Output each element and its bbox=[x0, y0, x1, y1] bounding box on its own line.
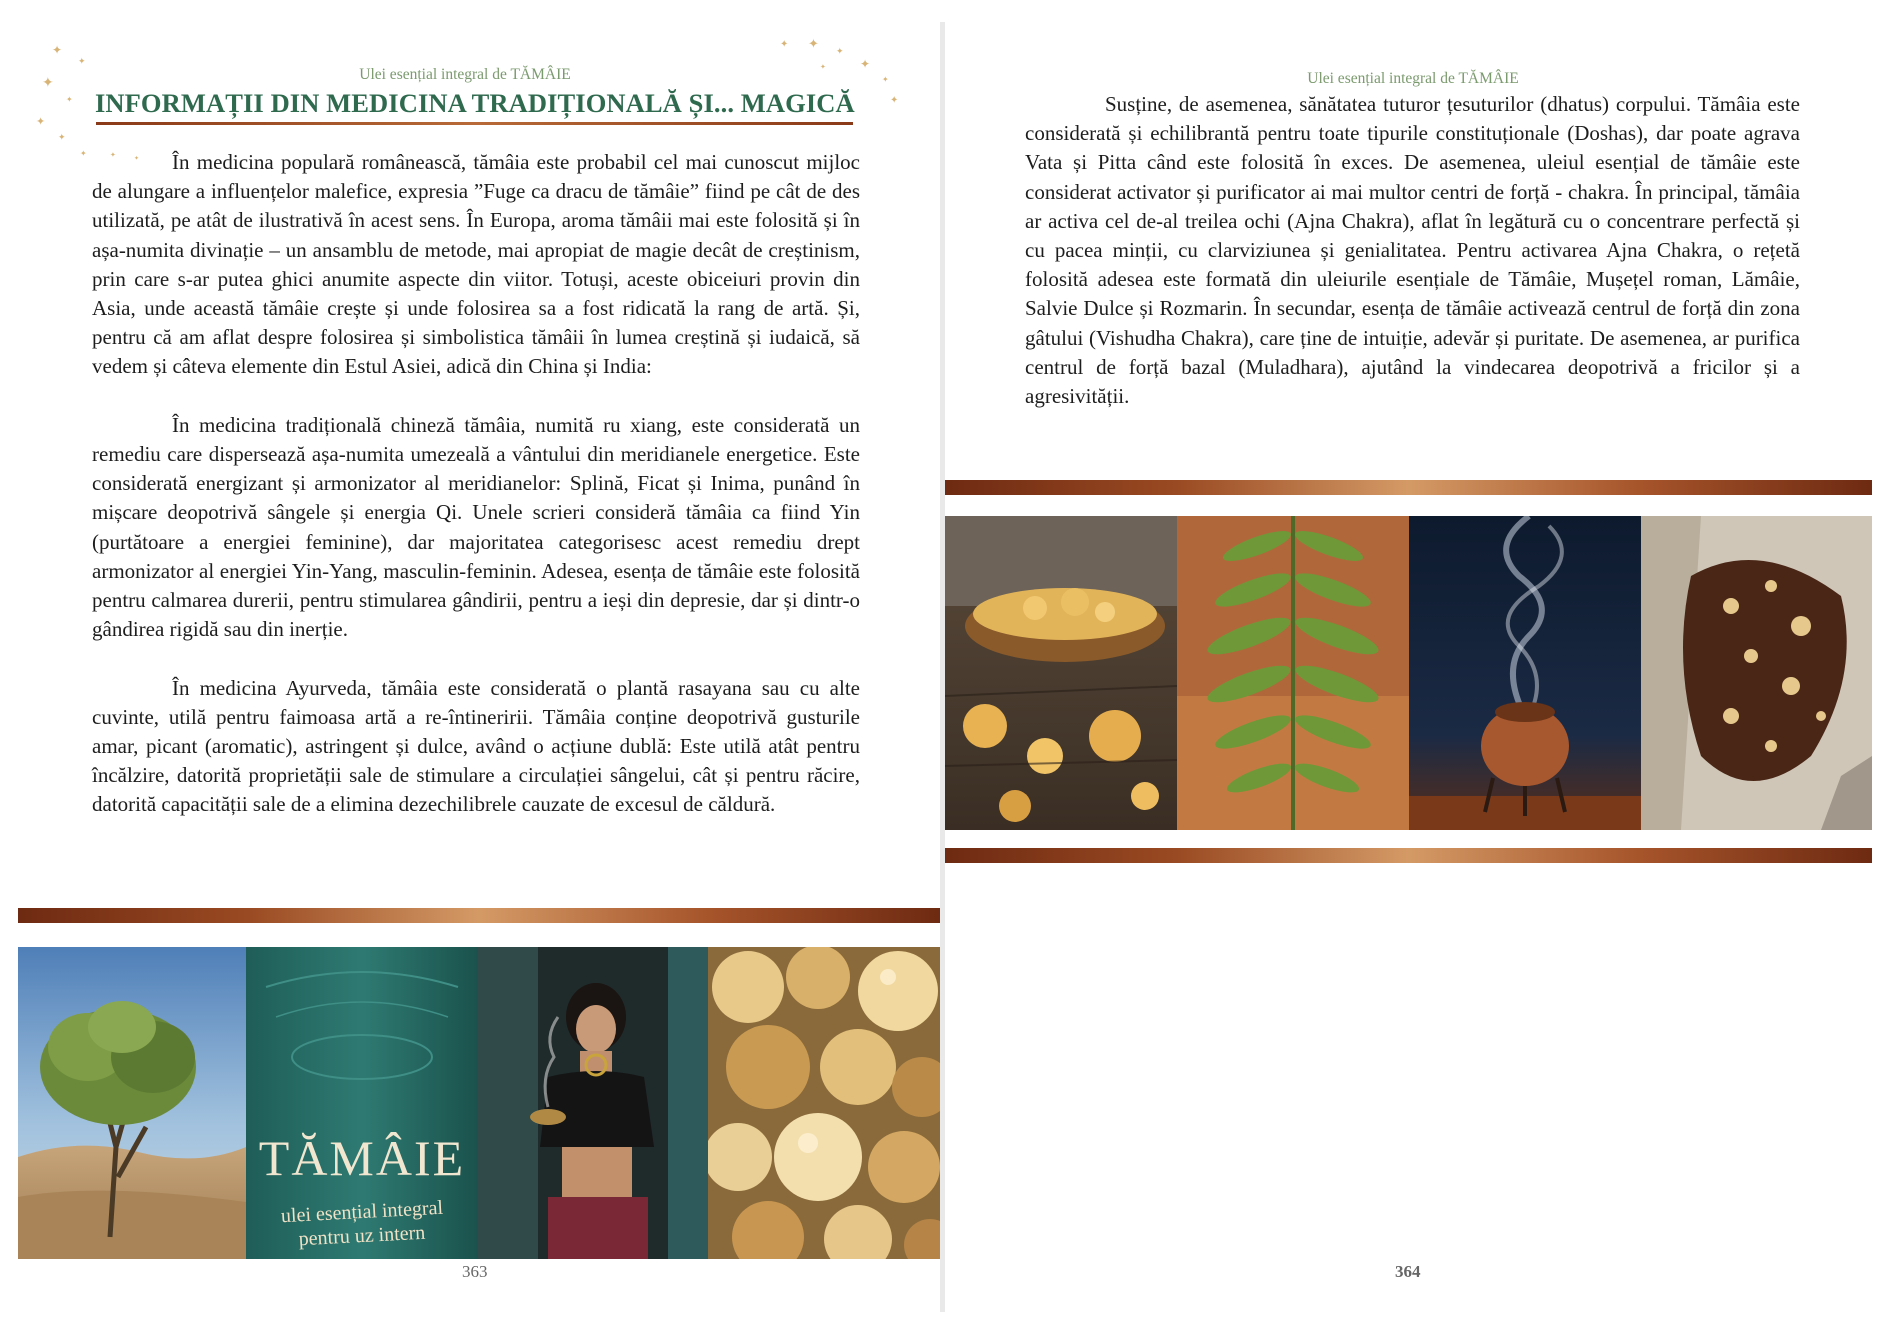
title-underline bbox=[96, 122, 853, 125]
copper-divider bbox=[18, 908, 940, 923]
paragraph: În medicina tradițională chineză tămâia, numită ru xiang, este considerată un remediu care dispersează așa-numita umezeală a vântului din meridianele energetice. Este considerată energizant și armonizator al meridianelor: Splină, Ficat și Inima, punând în mișcare deopotrivă sângele și energia Qi. Unele scrieri consideră tămâia ca fiind Yin (purtătoare a energiei feminine), dar majoritatea categorisesc acest remediu drept armonizator al energiei Yin-Yang, masculin-feminin. Adesea, esența de tămâie este folosită pentru calmarea durerii, pentru stimularea gândirii, pentru a ieși din depresie, dar și dintr-o gândirea rigidă sau din inerție. bbox=[92, 412, 860, 642]
sparkle-star-icon: ✦ bbox=[820, 63, 826, 71]
photo-product-box bbox=[246, 947, 478, 1259]
product-label-line1: ulei esențial integral bbox=[280, 1196, 444, 1228]
sparkle-star-icon: ✦ bbox=[836, 47, 844, 57]
page-number: 363 bbox=[462, 1262, 488, 1281]
sparkle-star-icon: ✦ bbox=[42, 75, 54, 91]
photo-fern-leaf bbox=[1177, 516, 1409, 830]
running-head: Ulei esențial integral de TĂMÂIE bbox=[1307, 70, 1519, 87]
product-label-line2: pentru uz intern bbox=[298, 1221, 426, 1251]
sparkle-star-icon: ✦ bbox=[780, 39, 789, 50]
section-title: INFORMAȚII DIN MEDICINA TRADIȚIONALĂ ȘI... MAGICĂ bbox=[95, 88, 855, 118]
body-text bbox=[1025, 90, 1800, 411]
sparkle-star-icon: ✦ bbox=[808, 37, 819, 52]
sparkle-star-icon: ✦ bbox=[52, 43, 63, 57]
sparkle-star-icon: ✦ bbox=[134, 155, 140, 162]
paragraph: În medicina Ayurveda, tămâia este considerată o plantă rasayana sau cu alte cuvinte, utilă pentru faimoasa artă a re-întineririi. Tămâia conține deopotrivă gusturile amar, picant (aromatic), astringent și dulce, având o acțiune dublă: Este utilă atât pentru încălzire, datorită proprietății sale de stimulare a circulației sângelui, cât și pentru răcire, datorită capacității sale de a elimina dezechilibrele cauzate de excesul de căldură. bbox=[92, 675, 860, 817]
sparkle-star-icon: ✦ bbox=[78, 57, 86, 67]
sparkle-star-icon: ✦ bbox=[890, 95, 899, 106]
photo-woman-with-incense bbox=[478, 947, 708, 1259]
sparkle-star-icon: ✦ bbox=[36, 115, 46, 128]
sparkle-star-icon: ✦ bbox=[58, 133, 66, 143]
sparkle-star-icon: ✦ bbox=[66, 95, 73, 104]
sparkle-star-icon: ✦ bbox=[80, 149, 87, 158]
photo-frankincense-tree bbox=[18, 947, 246, 1259]
photo-resin-bark bbox=[1641, 516, 1872, 830]
photo-resin-closeup bbox=[708, 947, 940, 1259]
sparkle-star-icon: ✦ bbox=[882, 75, 889, 84]
running-head: Ulei esențial integral de TĂMÂIE bbox=[359, 66, 571, 83]
body-text bbox=[92, 148, 860, 820]
sparkle-star-icon: ✦ bbox=[110, 151, 116, 159]
right-page bbox=[945, 0, 1881, 1331]
left-page bbox=[0, 0, 940, 1331]
paragraph: Susține, de asemenea, sănătatea tuturor țesuturilor (dhatus) corpului. Tămâia este considerată și echilibrantă pentru toate tipurile constituționale (Doshas), dar poate agrava Vata și Pitta când este folosită în exces. De asemenea, uleiul esențial de tămâie este considerat activator și purificator ai mai multor centri de forță - chakra. În principal, tămâia ar activa cel de-al treilea ochi (Ajna Chakra), aflat în legătură cu o concentrare perfectă și cu pacea minții, cu clarviziunea și genialitatea. Pentru activarea Ajna Chakra, o rețetă folosită adesea este formată din uleiurile esențiale de Tămâie, Mușețel roman, Lămâie, Salvie Dulce și Rozmarin. În secundar, esența de tămâie activează centrul de forță din zona gâtului (Vishudha Chakra), care ține de intuiție, adevăr și puritate. De asemenea, ar purifica centrul de forță bazal (Muladhara), ajutând la vindecarea deopotrivă a fricilor și a agresivității. bbox=[1025, 92, 1800, 409]
copper-divider-bottom bbox=[945, 848, 1872, 863]
photo-incense-burner bbox=[1409, 516, 1641, 830]
paragraph: În medicina populară românească, tămâia este probabil cel mai cunoscut mijloc de alungare a influențelor malefice, expresia ”Fuge ca dracu de tămâie” fiind pe cât de des utilizată, pe atât de ilustrativă în acest sens. În Europa, aroma tămâii mai este folosită și în așa-numita divinație – un ansamblu de metode, mai apropiat de magie decât de creștinism, prin care s-ar putea ghici anumite aspecte din viitor. Totuși, aceste obiceiuri provin din Asia, unde această tămâie crește și unde folosirea sa a fost ridicată la rang de artă. Și, pentru că am aflat despre folosirea și simbolistica tămâii în lumea creștină și iudaică, să vedem și câteva elemente din Estul Asiei, adică din China și India: bbox=[92, 150, 860, 379]
product-label-name: TĂMÂIE bbox=[258, 1130, 466, 1186]
photo-resin-bowl bbox=[945, 516, 1177, 830]
copper-divider-top bbox=[945, 480, 1872, 495]
page-number: 364 bbox=[1395, 1262, 1421, 1281]
sparkle-star-icon: ✦ bbox=[860, 57, 871, 71]
